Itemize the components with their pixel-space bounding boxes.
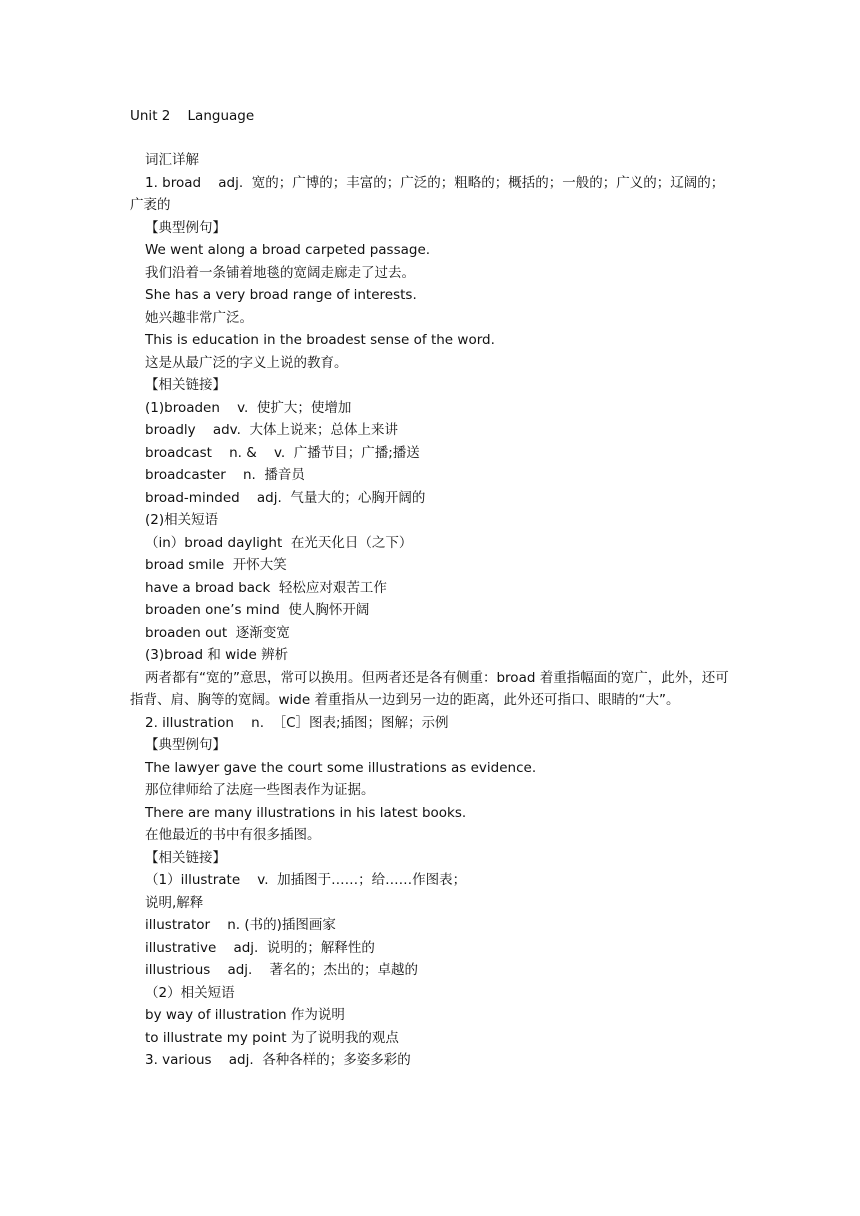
text-line: 说明,解释 xyxy=(145,894,204,911)
text-line: to illustrate my point 为了说明我的观点 xyxy=(145,1029,399,1046)
text-line: (1)broaden v. 使扩大；使增加 xyxy=(145,399,352,416)
text-line: broad-minded adj. 气量大的；心胸开阔的 xyxy=(145,489,426,506)
text-line: （1）illustrate v. 加插图于……；给……作图表； xyxy=(145,872,467,888)
text-line: （in）broad daylight 在光天化日（之下） xyxy=(145,534,413,551)
text-line: have a broad back 轻松应对艰苦工作 xyxy=(145,579,387,596)
text-line: 1. broad adj. 宽的；广博的；丰富的；广泛的；粗略的；概括的；一般的；广义的；辽阔的；广袤的 xyxy=(130,174,725,213)
text-line: The lawyer gave the court some illustrations as evidence. xyxy=(145,759,537,776)
text-line: broaden out 逐渐变宽 xyxy=(145,624,290,641)
text-line: There are many illustrations in his latest books. xyxy=(145,804,467,821)
unit-title: Unit 2 Language xyxy=(130,108,255,124)
text-line: illustrative adj. 说明的；解释性的 xyxy=(145,939,375,956)
text-line: (3)broad 和 wide 辨析 xyxy=(145,647,289,663)
text-line: illustrator n. (书的)插图画家 xyxy=(145,917,336,933)
text-line: 她兴趣非常广泛。 xyxy=(145,309,253,326)
text-line: 【相关链接】 xyxy=(145,377,226,393)
text-line: broadcaster n. 播音员 xyxy=(145,467,305,483)
text-line: 那位律师给了法庭一些图表作为证据。 xyxy=(145,782,375,798)
text-line: This is education in the broadest sense of the word. xyxy=(145,332,495,348)
document-body xyxy=(130,149,732,1072)
text-line: 在他最近的书中有很多插图。 xyxy=(145,827,321,843)
text-line: illustrious adj. 著名的；杰出的；卓越的 xyxy=(145,962,418,978)
text-line: (2)相关短语 xyxy=(145,512,219,528)
text-line: 【典型例句】 xyxy=(145,737,226,753)
text-line: 【典型例句】 xyxy=(145,219,226,236)
text-line: 3. various adj. 各种各样的；多姿多彩的 xyxy=(145,1052,411,1068)
text-line: We went along a broad carpeted passage. xyxy=(145,242,431,258)
text-line: 两者都有“宽的”意思，常可以换用。但两者还是各有侧重：broad 着重指幅面的宽广，此外，还可指背、肩、胸等的宽阔。wide 着重指从一边到另一边的距离，此外还可指口、眼睛的“大”。 xyxy=(130,669,729,708)
text-line: broad smile 开怀大笑 xyxy=(145,557,287,573)
text-line: 我们沿着一条铺着地毯的宽阔走廊走了过去。 xyxy=(145,264,415,281)
text-line: 【相关链接】 xyxy=(145,849,226,866)
text-line: by way of illustration 作为说明 xyxy=(145,1007,345,1023)
text-line: 2. illustration n. ［C］图表;插图；图解；示例 xyxy=(145,714,449,731)
text-line: （2）相关短语 xyxy=(145,984,235,1001)
text-line: broaden one’s mind 使人胸怀开阔 xyxy=(145,602,370,618)
text-line: She has a very broad range of interests. xyxy=(145,287,417,303)
text-line: broadcast n. & v. 广播节目；广播;播送 xyxy=(145,444,420,461)
section-heading: 词汇详解 xyxy=(145,152,199,168)
text-line: 这是从最广泛的字义上说的教育。 xyxy=(145,354,348,371)
text-line: broadly adv. 大体上说来；总体上来讲 xyxy=(145,422,398,438)
